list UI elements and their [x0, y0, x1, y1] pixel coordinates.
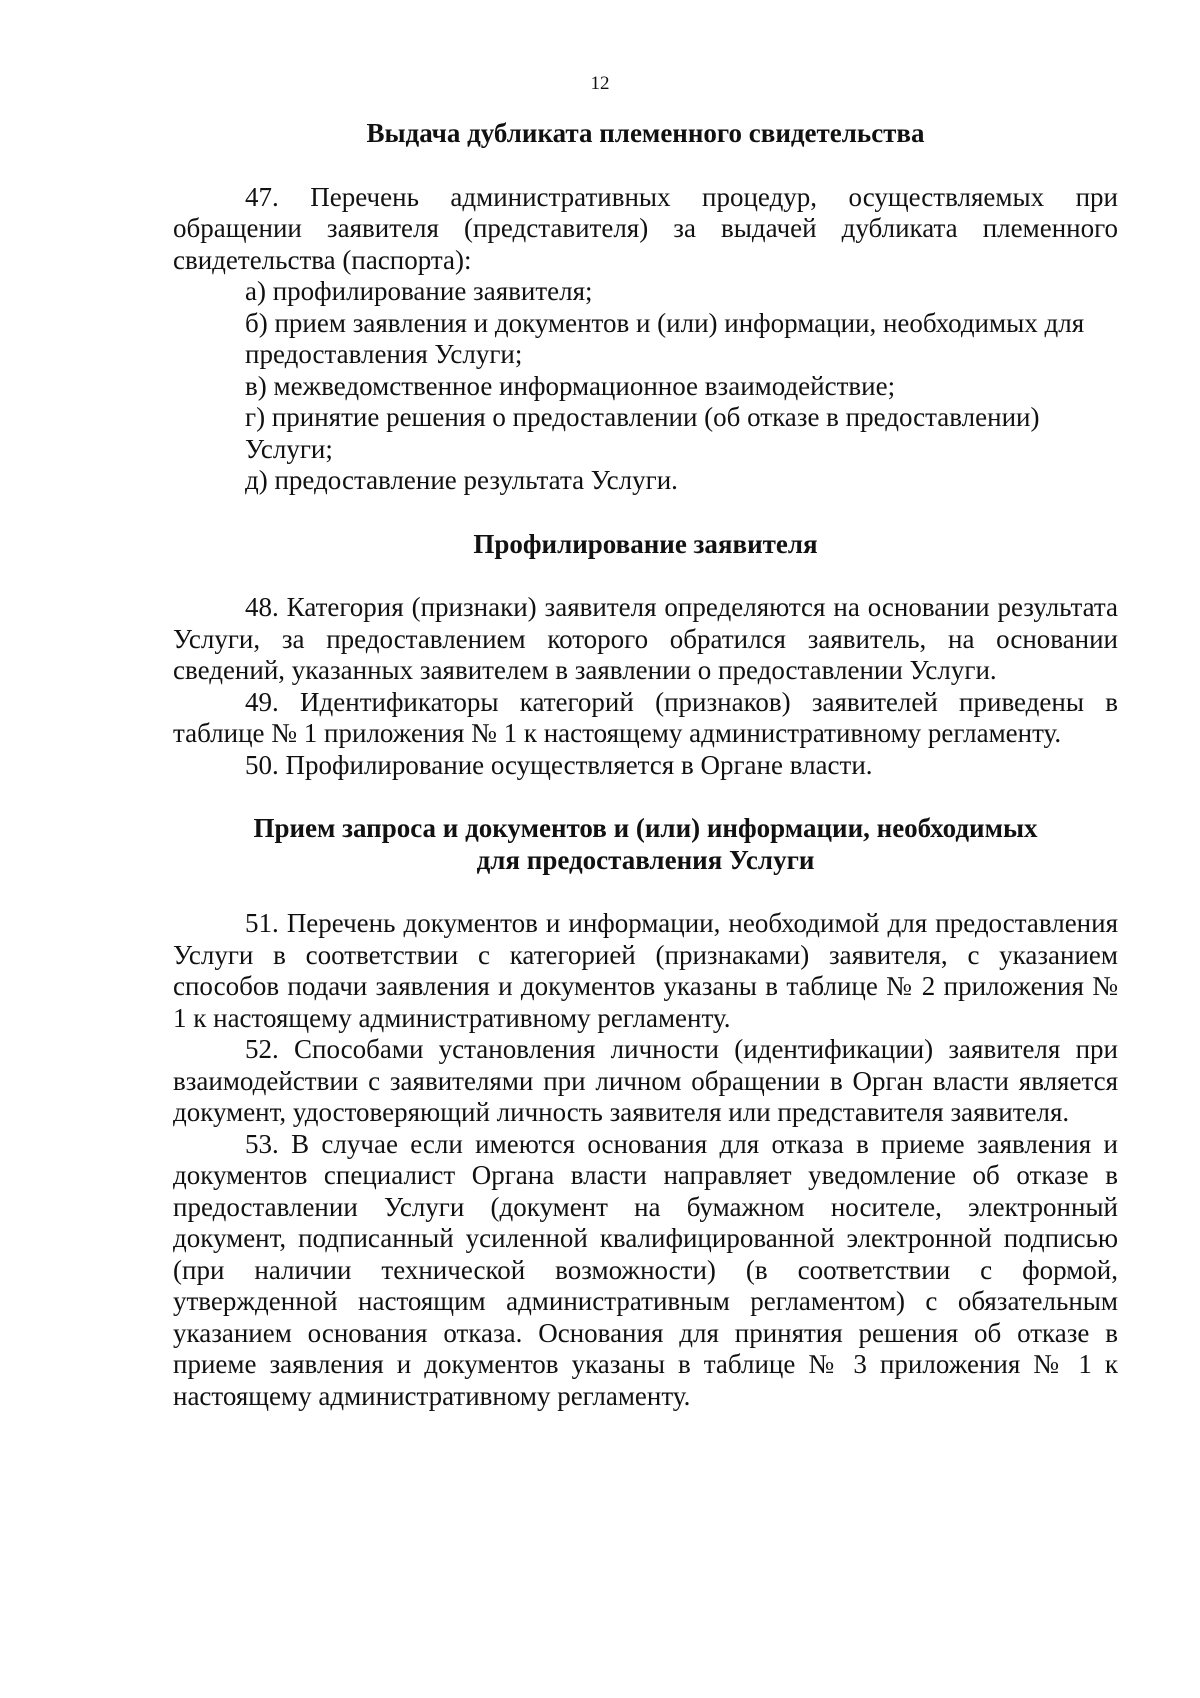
list-item-g: г) принятие решения о предоставлении (об отказе в предоставлении) Услуги; — [245, 402, 1040, 464]
paragraph-48: 48. Категория (признаки) заявителя определяются на основании результата Услуги, за предоставлением которого обратился заявитель, на основании сведений, указанных заявителем в заявлении о предоставлении Услуги. — [173, 592, 1118, 685]
paragraph-50: 50. Профилирование осуществляется в Органе власти. — [245, 749, 873, 780]
section-heading-reception-line2: для предоставления Услуги — [476, 844, 815, 875]
paragraph-49: 49. Идентификаторы категорий (признаков) заявителей приведены в таблице № 1 приложения № 1 к настоящему административному регламенту. — [173, 686, 1118, 748]
paragraph-47: 47. Перечень административных процедур, осуществляемых при обращении заявителя (представителя) за выдачей дубликата племенного свидетельства (паспорта): — [173, 181, 1118, 275]
section-heading-reception-line1: Прием запроса и документов и (или) информации, необходимых — [253, 813, 1038, 843]
section-heading-reception — [173, 813, 1118, 876]
paragraph-53: 53. В случае если имеются основания для отказа в приеме заявления и документов специалист Органа власти направляет уведомление об отказе в предоставлении Услуги (документ на бумажном носителе, электронный документ, подписанный усиленной квалифицированной электронной подписью (при наличии технической возможности) (в соответствии с формой, утвержденной настоящим административным регламентом) с обязательным указанием основания отказа. Основания для принятия решения об отказе в приеме заявления и документов указаны в таблице № 3 приложения № 1 к настоящему административному регламенту. — [173, 1128, 1118, 1411]
procedure-list — [173, 276, 1118, 497]
paragraph-52: 52. Способами установления личности (идентификации) заявителя при взаимодействии с заявителями при личном обращении в Орган власти является документ, удостоверяющий личность заявителя или представителя заявителя. — [173, 1034, 1118, 1127]
list-item-a: а) профилирование заявителя; — [245, 276, 593, 306]
list-item-v: в) межведомственное информационное взаимодействие; — [245, 370, 896, 401]
document-body — [173, 118, 1118, 1412]
section-heading-profiling: Профилирование заявителя — [473, 528, 818, 559]
list-item-b: б) прием заявления и документов и (или) информации, необходимых для предоставления Услуги; — [245, 307, 1085, 369]
list-item-d: д) предоставление результата Услуги. — [245, 465, 678, 495]
section-heading-duplicate: Выдача дубликата племенного свидетельства — [366, 118, 925, 148]
paragraph-51: 51. Перечень документов и информации, необходимой для предоставления Услуги в соответствии с категорией (признаками) заявителя, с указанием способов подачи заявления и документов указаны в таблице № 2 приложения № 1 к настоящему административному регламенту. — [173, 908, 1118, 1033]
page-number: 12 — [590, 73, 610, 94]
